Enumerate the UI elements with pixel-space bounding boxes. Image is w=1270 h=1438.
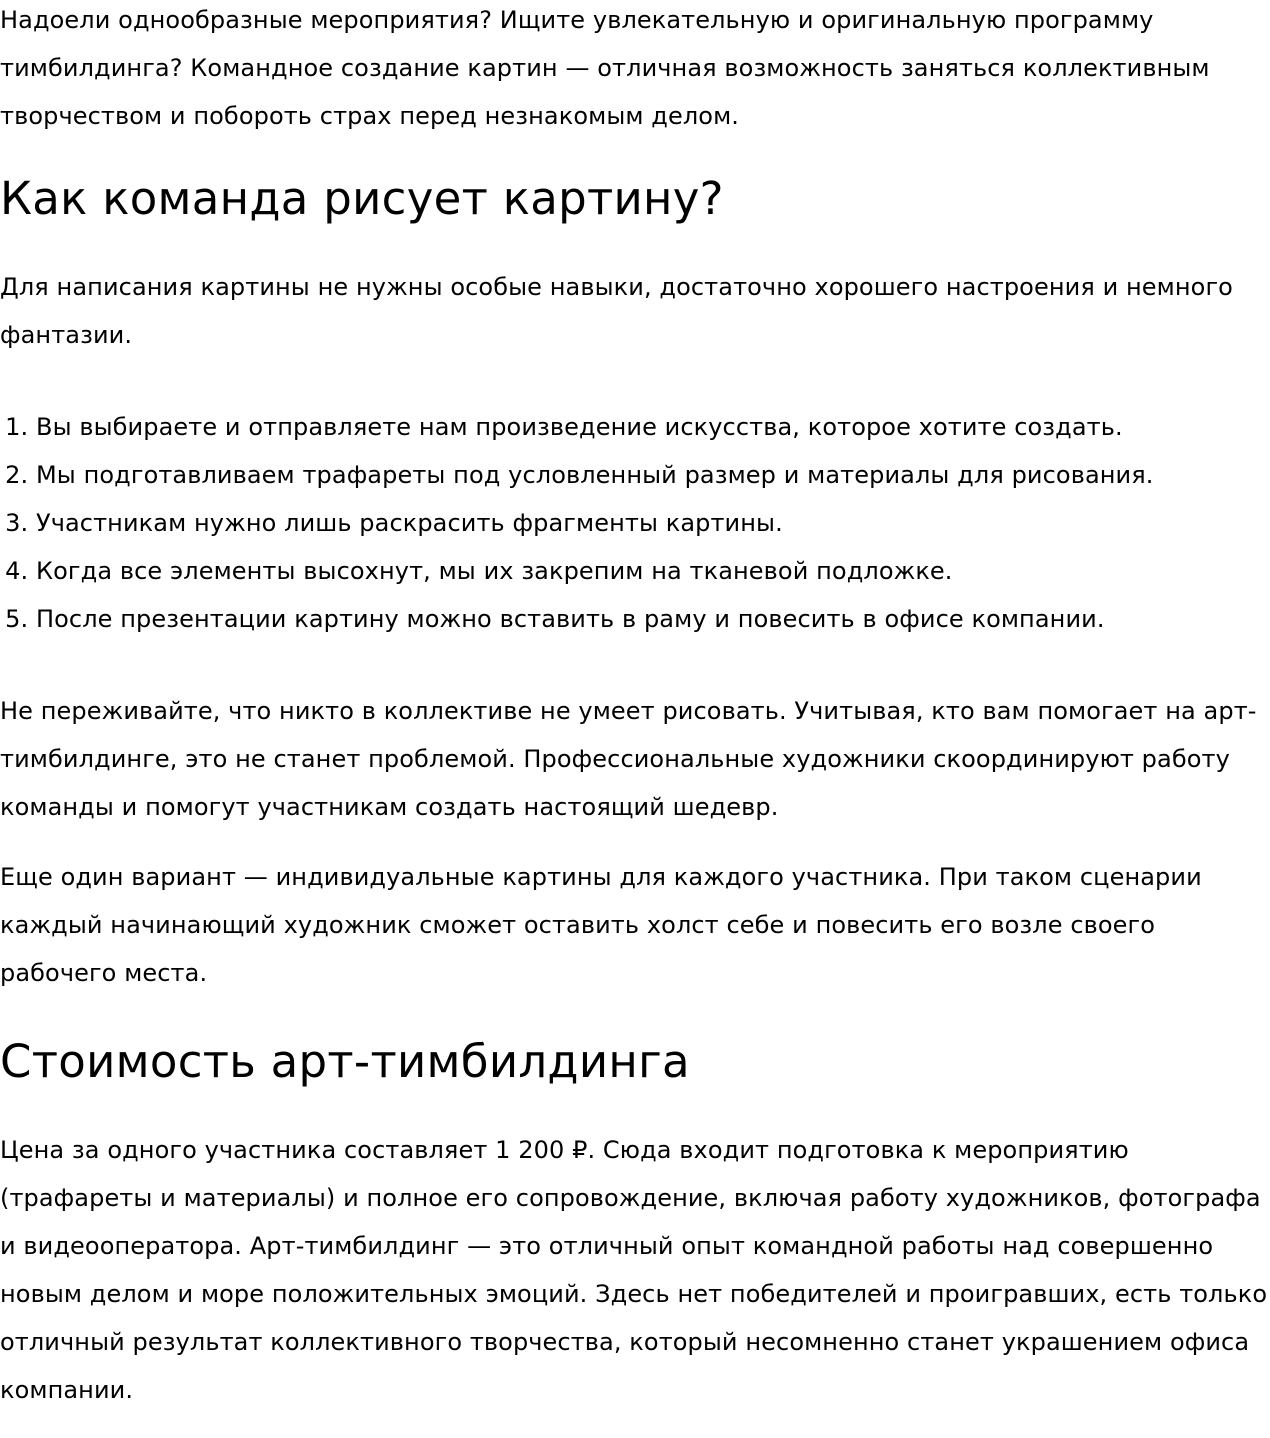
price-paragraph: Цена за одного участника составляет 1 200 ₽. Сюда входит подготовка к мероприятию (трафареты и материалы) и полное его сопровождение, включая работу художников, фотографа и видеооператора. Арт-тимбилдинг — это отличный опыт командной работы над совершенно новым делом и море положительных эмоций. Здесь нет победителей и проигравших, есть только отличный результат коллективного творчества, который несомненно станет украшением офиса компании. — [0, 1136, 1268, 1404]
how-section-heading: Как команда рисует картину? — [0, 172, 724, 225]
how-section-paragraph: Для написания картины не нужны особые навыки, достаточно хорошего настроения и немного фантазии. — [0, 273, 1233, 349]
list-item: 3. Участникам нужно лишь раскрасить фрагменты картины. — [36, 499, 1270, 547]
cost-section-heading: Стоимость арт-тимбилдинга — [0, 1035, 690, 1088]
variant-paragraph: Еще один вариант — индивидуальные картины для каждого участника. При таком сценарии каждый начинающий художник сможет оставить холст себе и повесить его возле своего рабочего места. — [0, 863, 1202, 987]
list-item: 5. После презентации картину можно вставить в раму и повесить в офисе компании. — [36, 595, 1270, 643]
intro-paragraph: Надоели однообразные мероприятия? Ищите увлекательную и оригинальную программу тимбилдинга? Командное создание картин — отличная возможность заняться коллективным творчеством и побороть страх перед незнакомым делом. — [0, 6, 1210, 130]
list-item: 4. Когда все элементы высохнут, мы их закрепим на тканевой подложке. — [36, 547, 1270, 595]
worry-paragraph: Не переживайте, что никто в коллективе не умеет рисовать. Учитывая, кто вам помогает на арт-тимбилдинге, это не станет проблемой. Профессиональные художники скоординируют работу команды и помогут участникам создать настоящий шедевр. — [0, 697, 1257, 821]
steps-list — [0, 403, 1270, 643]
list-item: 2. Мы подготавливаем трафареты под условленный размер и материалы для рисования. — [36, 451, 1270, 499]
list-item: 1. Вы выбираете и отправляете нам произведение искусства, которое хотите создать. — [36, 403, 1270, 451]
